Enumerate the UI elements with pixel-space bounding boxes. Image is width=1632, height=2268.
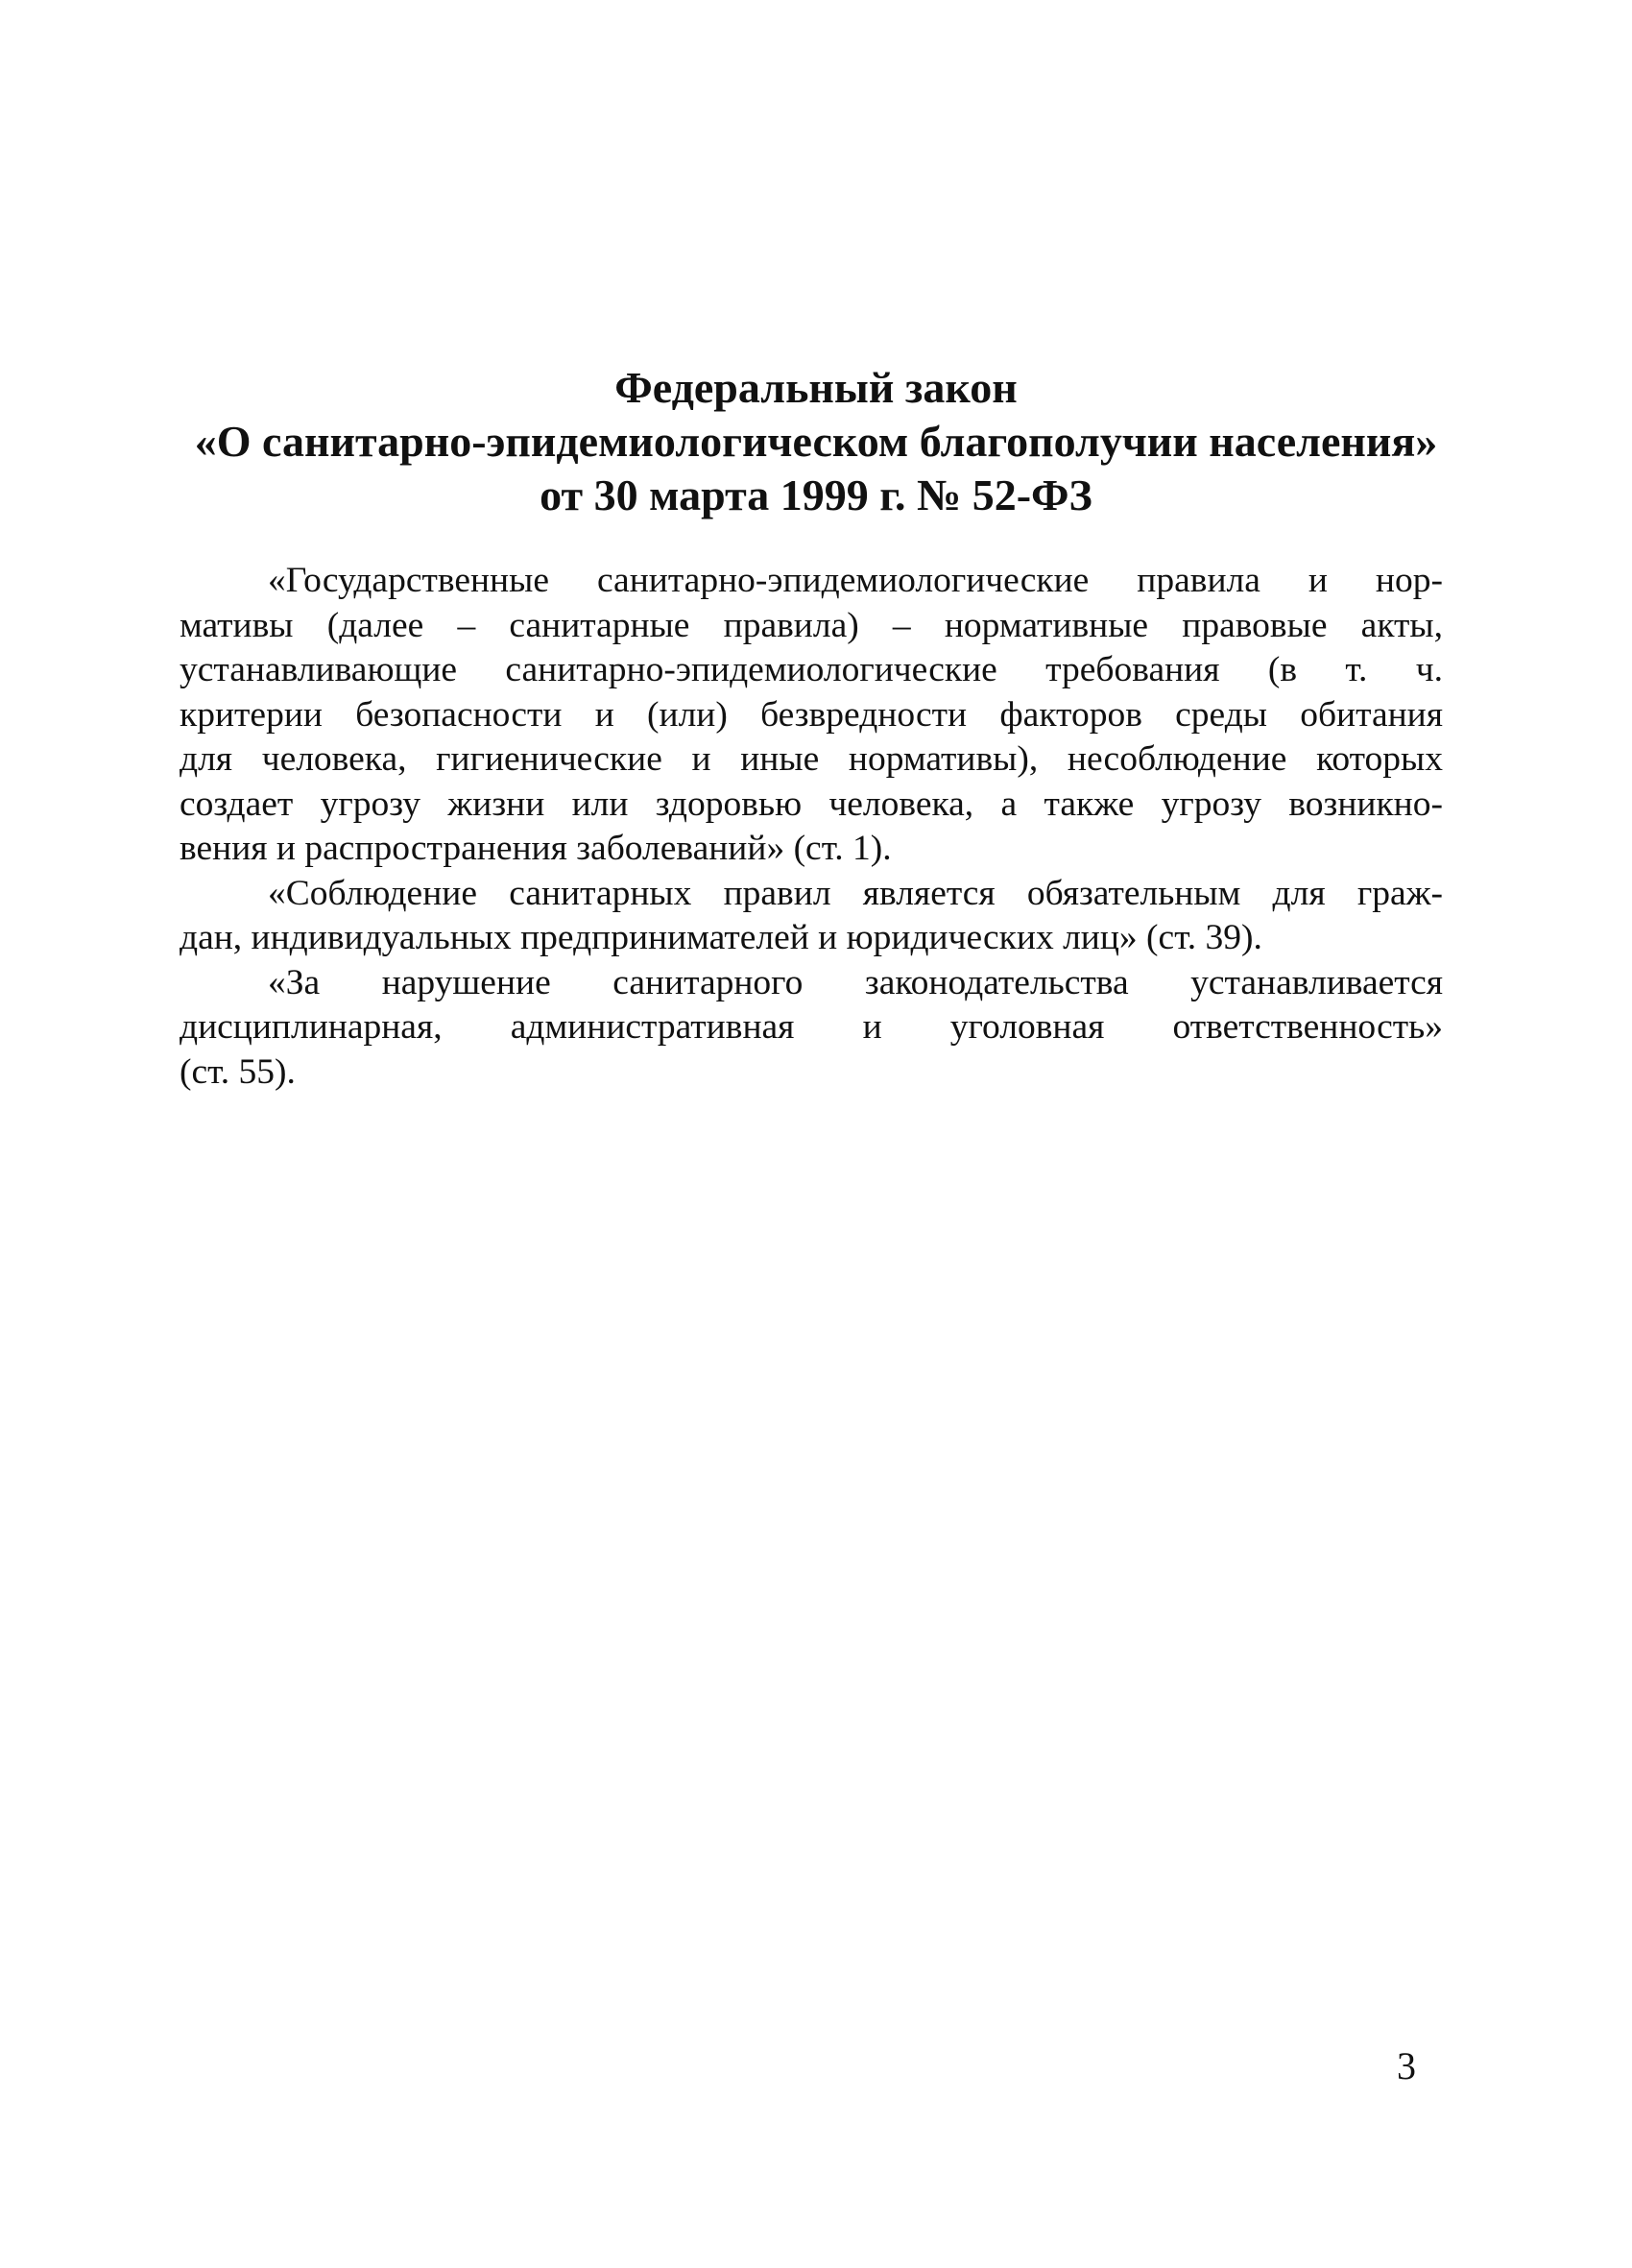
title-line-law-type: Федеральный закон [614,363,1018,412]
page-number: 3 [1397,2044,1416,2087]
paragraph-line: создает угрозу жизни или здоровью человека, а также угрозу возникно- [180,784,1443,824]
document-title [144,361,1488,522]
paragraph-line: «За нарушение санитарного законодательства устанавливается [268,962,1443,1002]
paragraph-line: дан, индивидуальных предпринимателей и юридических лиц» (ст. 39). [180,918,1262,957]
paragraph-liability [180,961,1443,1096]
document-body [180,559,1443,1095]
paragraph-line: «Государственные санитарно-эпидемиологические правила и нор- [268,561,1443,600]
paragraph-line: для человека, гигиенические и иные нормативы), несоблюдение которых [180,739,1443,779]
paragraph-line: мативы (далее – санитарные правила) – нормативные правовые акты, [180,605,1443,645]
paragraph-line: устанавливающие санитарно-эпидемиологические требования (в т. ч. [180,650,1443,689]
paragraph-line: критерии безопасности и (или) безвредности факторов среды обитания [180,694,1443,735]
paragraph-compliance [180,872,1443,961]
title-line-law-name: «О санитарно-эпидемиологическом благополучии населения» [194,417,1438,466]
paragraph-line: дисциплинарная, административная и уголовная ответственность» [180,1007,1443,1047]
paragraph-line: (ст. 55). [180,1051,296,1092]
paragraph-definition [180,559,1443,872]
title-line-law-date-number: от 30 марта 1999 г. № 52-ФЗ [540,470,1092,519]
paragraph-line: вения и распространения заболеваний» (ст. 1). [180,829,892,868]
paragraph-line: «Соблюдение санитарных правил является обязательным для граж- [268,873,1443,913]
